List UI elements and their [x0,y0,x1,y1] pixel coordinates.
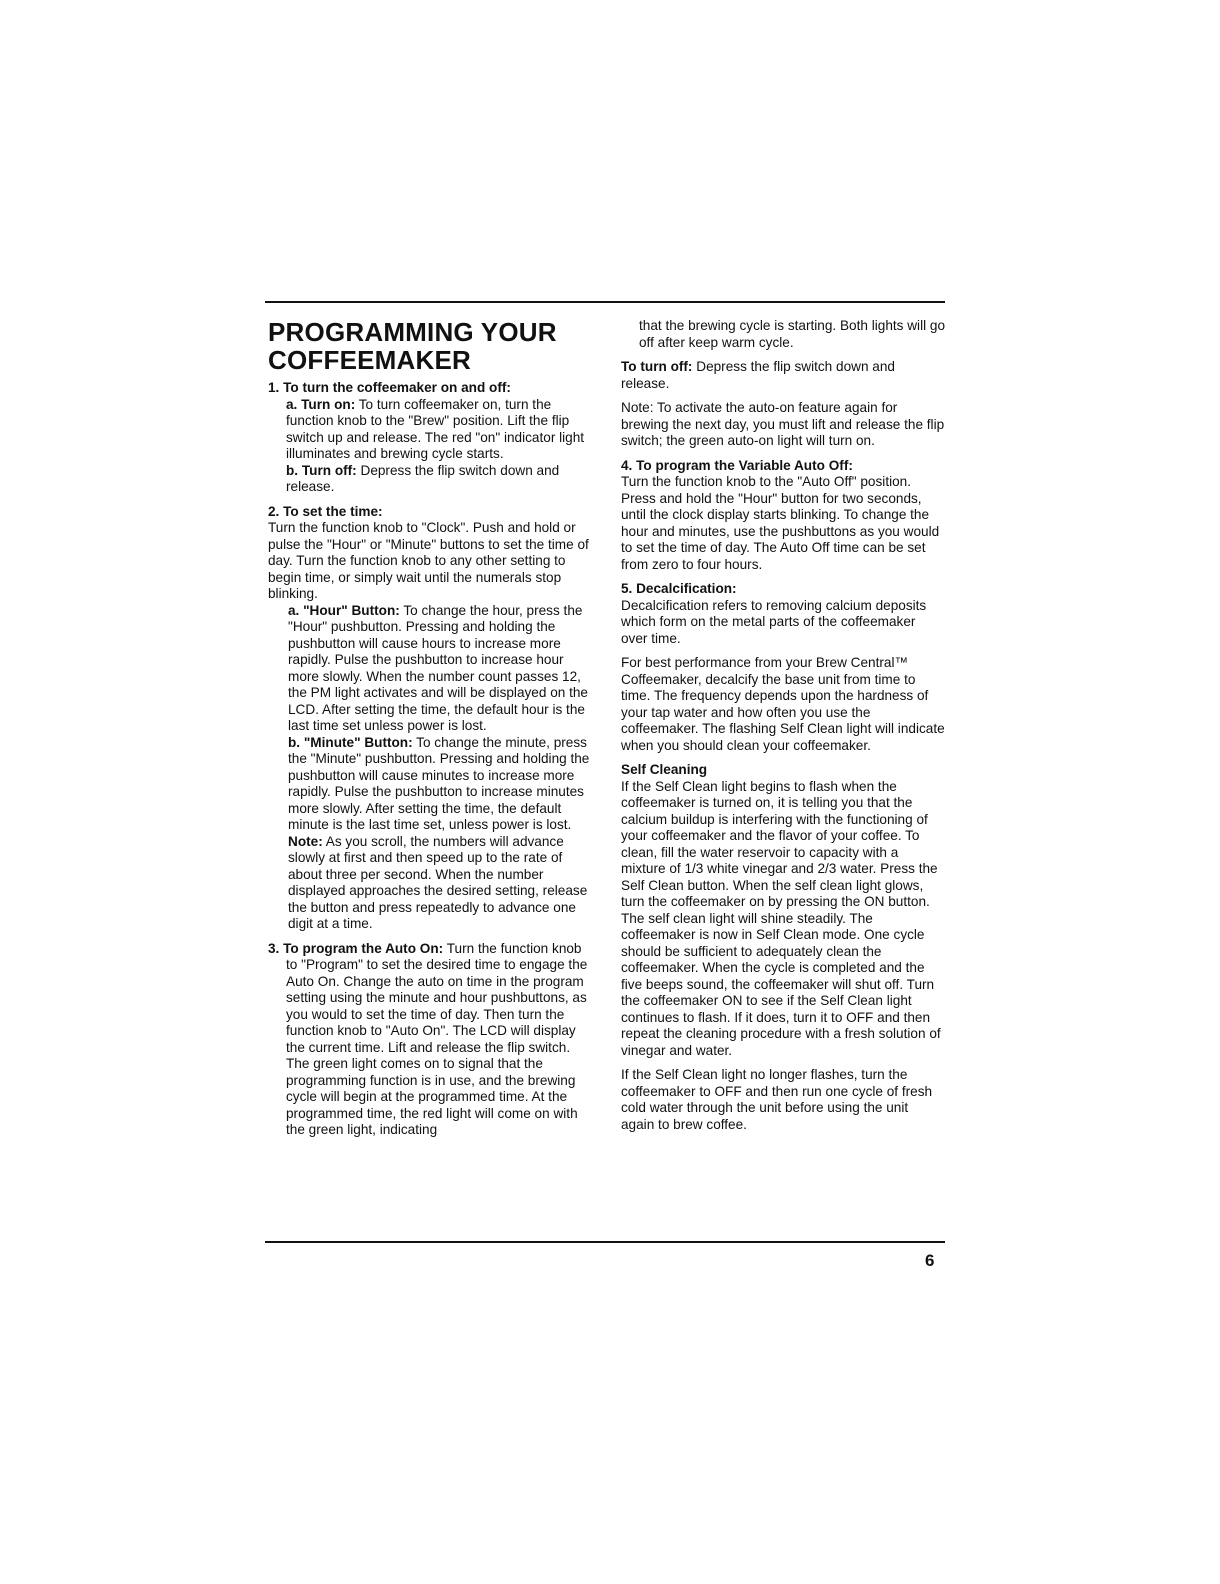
section-2b-text: To change the minute, press the "Minute" pushbutton. Pressing and holding the pushbutton will cause minutes to increase more rapidly. Pulse the pushbutton to increase minutes more slowly. After setting the time, the default minute is the last time set, unless power is lost. [288,734,590,832]
section-5-text: Decalcification refers to removing calcium deposits which form on the metal parts of the coffeemaker over time. [621,597,927,646]
note-label: Note: [288,833,323,849]
turn-off-text: Depress the flip switch down and release. [621,359,895,391]
section-1-heading: 1. To turn the coffeemaker on and off: [268,380,511,395]
title-line-1: PROGRAMMING YOUR [268,317,557,347]
section-3 [268,941,592,1139]
section-1b-text: Depress the flip switch down and release. [286,462,560,494]
self-cleaning-text: If the Self Clean light begins to flash when the coffeemaker is turned on, it is telling you that the calcium buildup is interfering with the functioning of your coffeemaker and the flavor of your coffee. To clean, fill the water reservoir to capacity with a mixture of 1/3 white vinegar and 2/3 water. Press the Self Clean button. When the self clean light glows, turn the coffeemaker on by pressing the ON button. The self clean light will shine steadily. The coffeemaker is now in Self Clean mode. One cycle should be sufficient to adequately clean the coffeemaker. When the cycle is completed and the five beeps sound, the coffeemaker will shut off. Turn the coffeemaker ON to see if the Self Clean light continues to flash. If it does, turn it to OFF and then repeat the cleaning procedure with a fresh solution of vinegar and water. [621,778,941,1058]
section-3-continued: that the brewing cycle is starting. Both lights will go off after keep warm cycle. [639,318,946,350]
section-2-note [268,834,592,933]
section-1a-label: a. Turn on: [286,396,356,412]
section-1a-text: To turn coffeemaker on, turn the function knob to the "Brew" position. Lift the flip switch up and release. The red "on" indicator light illuminates and brewing cycle starts. [286,396,585,461]
section-1a [268,397,592,463]
section-3-text: Turn the function knob to "Program" to set the desired time to engage the Auto On. Change the auto on time in the program setting using the minute and hour pushbuttons, as you would to set the time of day. Then turn the function knob to "Auto On". The LCD will display the current time. Lift and release the flip switch. The green light comes on to signal that the programming function is in use, and the brewing cycle will begin at the programmed time. At the programmed time, the red light will come on with the green light, indicating [286,940,588,1137]
section-2b-label: b. "Minute" Button: [288,734,413,750]
page-number: 6 [925,1251,935,1270]
self-cleaning-heading: Self Cleaning [621,762,708,777]
auto-on-note: Note: To activate the auto-on feature again for brewing the next day, you must lift and release the flip switch; the green auto-on light will turn on. [621,400,945,448]
section-4-heading: 4. To program the Variable Auto Off: [621,457,853,473]
section-2a-label: a. "Hour" Button: [288,602,400,618]
bottom-rule [265,1241,945,1243]
section-2-heading: 2. To set the time: [268,503,383,519]
section-3-label: 3. To program the Auto On: [268,940,444,956]
top-rule [265,301,945,303]
right-column [621,318,945,1133]
section-4-text: Turn the function knob to the "Auto Off" position. Press and hold the "Hour" button for two seconds, until the clock display starts blinking. To change the hour and minutes, use the pushbuttons as you would to set the time of day. The Auto Off time can be set from zero to four hours. [621,474,940,572]
section-1b [268,463,592,496]
final-paragraph: If the Self Clean light no longer flashes, turn the coffeemaker to OFF and then run one cycle of fresh cold water through the unit before using the unit again to brew coffee. [621,1067,933,1132]
section-2a [268,603,592,735]
title-line-2: COFFEEMAKER [268,345,471,375]
turn-off-paragraph [621,359,945,392]
section-5-heading: 5. Decalcification: [621,581,737,596]
section-1b-label: b. Turn off: [286,462,357,478]
section-2-text: Turn the function knob to "Clock". Push and hold or pulse the "Hour" or "Minute" buttons to set the time of day. Turn the function knob to any other setting to begin time, or simply wait until the numerals stop blinking. [268,520,589,601]
section-2b [268,735,592,834]
page-title [268,318,592,374]
section-2a-text: To change the hour, press the "Hour" pushbutton. Pressing and holding the pushbutton will cause hours to increase more rapidly. Pulse the pushbutton to increase hour more slowly. When the number count passes 12, the PM light activates and will be displayed on the LCD. After setting the time, the default hour is the last time set unless power is lost. [288,602,588,733]
note-text: As you scroll, the numbers will advance slowly at first and then speed up to the rate of about three per second. When the number displayed approaches the desired setting, release the button and press repeatedly to advance one digit at a time. [288,833,588,931]
left-column [268,318,592,1139]
performance-paragraph: For best performance from your Brew Central™ Coffeemaker, decalcify the base unit from time to time. The frequency depends upon the hardness of your tap water and how often you use the coffeemaker. The flashing Self Clean light will indicate when you should clean your coffeemaker. [621,655,945,753]
turn-off-label: To turn off: [621,359,693,374]
